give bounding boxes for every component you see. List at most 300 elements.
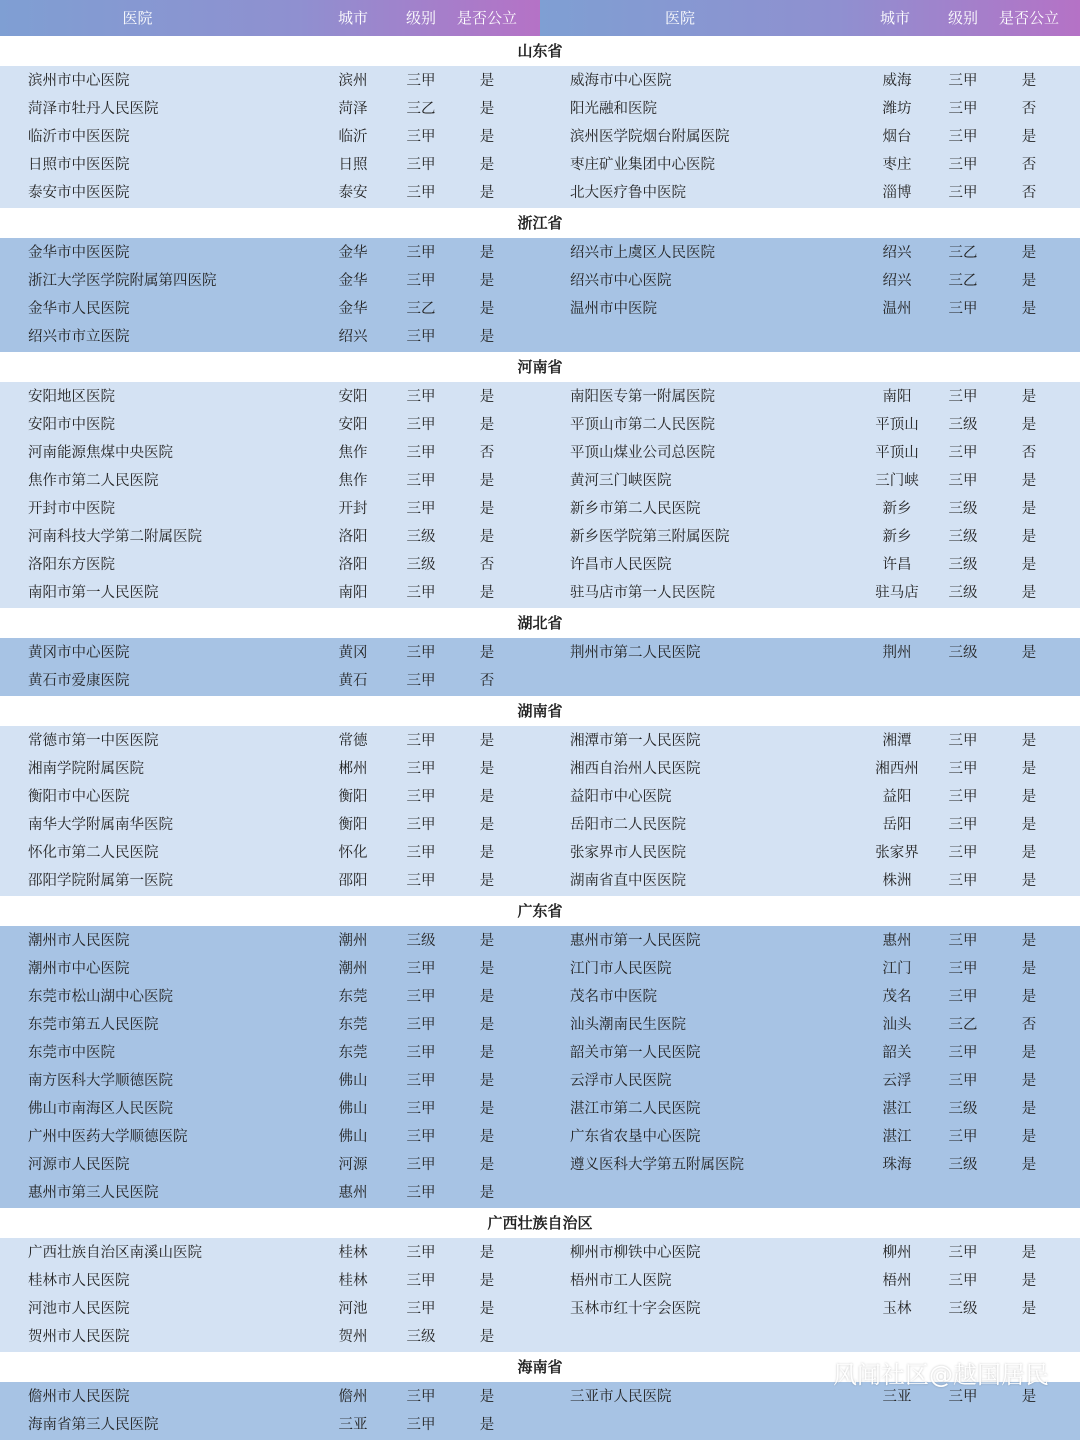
level: 三级: [948, 417, 978, 433]
province-block: [0, 382, 1080, 608]
header-right: [540, 0, 1080, 36]
city: 湛江: [882, 1101, 912, 1117]
hospital-name: 海南省第三人民医院: [28, 1417, 159, 1433]
level: 三甲: [948, 301, 978, 317]
is-public: 是: [1021, 389, 1037, 405]
city: 许昌: [882, 557, 912, 573]
city: 韶关: [882, 1045, 912, 1061]
hospital-name: 怀化市第二人民医院: [28, 845, 159, 861]
level: 三级: [948, 1157, 978, 1173]
hospital-name: 河源市人民医院: [28, 1157, 130, 1173]
city: 三门峡: [875, 473, 919, 489]
city: 益阳: [882, 789, 912, 805]
city: 邵阳: [338, 873, 368, 889]
hospital-name: 广州中医药大学顺德医院: [28, 1129, 188, 1145]
is-public: 是: [1021, 1245, 1037, 1261]
level: 三级: [948, 1101, 978, 1117]
watermark: 风闻社区@越国居民: [833, 1361, 1049, 1389]
province-block: [0, 1382, 1080, 1440]
city: 云浮: [882, 1073, 912, 1089]
is-public: 是: [479, 1129, 495, 1145]
level: 三甲: [948, 157, 978, 173]
level: 三甲: [406, 273, 436, 289]
city: 绍兴: [338, 329, 368, 345]
is-public: 是: [1021, 529, 1037, 545]
level: 三级: [948, 529, 978, 545]
level: 三甲: [948, 129, 978, 145]
is-public: 是: [1021, 585, 1037, 601]
is-public: 是: [1021, 873, 1037, 889]
hospital-name: 滨州市中心医院: [28, 73, 130, 89]
level: 三甲: [406, 585, 436, 601]
level: 三甲: [948, 1389, 978, 1405]
hospital-name: 广西壮族自治区南溪山医院: [28, 1245, 202, 1261]
table-row: [0, 1267, 1080, 1295]
level: 三乙: [406, 301, 436, 317]
level: 三甲: [406, 389, 436, 405]
city: 烟台: [882, 129, 912, 145]
is-public: 是: [479, 301, 495, 317]
is-public: 是: [1021, 301, 1037, 317]
table-row: [0, 639, 1080, 667]
city: 岳阳: [882, 817, 912, 833]
hospital-name: 菏泽市牡丹人民医院: [28, 101, 159, 117]
level: 三甲: [948, 733, 978, 749]
province-title: 浙江省: [0, 208, 1080, 238]
city: 温州: [882, 301, 912, 317]
city: 潍坊: [882, 101, 912, 117]
city: 日照: [338, 157, 368, 173]
table-header: [0, 0, 1080, 36]
table-row: [0, 323, 1080, 351]
header-hospital: 医院: [664, 9, 695, 27]
hospital-name: 浙江大学医学院附属第四医院: [28, 273, 217, 289]
province-title: 湖南省: [0, 696, 1080, 726]
hospital-name: 湖南省直中医医院: [570, 873, 686, 889]
hospital-name: 惠州市第三人民医院: [28, 1185, 159, 1201]
province-block: [0, 926, 1080, 1208]
hospital-name: 茂名市中医院: [570, 989, 657, 1005]
hospital-name: 河池市人民医院: [28, 1301, 130, 1317]
header-public: 是否公立: [998, 9, 1059, 27]
city: 佛山: [338, 1101, 368, 1117]
city: 金华: [338, 245, 368, 261]
table-row: [0, 783, 1080, 811]
city: 菏泽: [338, 101, 368, 117]
city: 河池: [338, 1301, 368, 1317]
is-public: 是: [479, 989, 495, 1005]
city: 金华: [338, 273, 368, 289]
is-public: 是: [1021, 817, 1037, 833]
level: 三甲: [948, 761, 978, 777]
is-public: 是: [1021, 733, 1037, 749]
is-public: 是: [479, 761, 495, 777]
city: 珠海: [882, 1157, 912, 1173]
city: 常德: [338, 733, 368, 749]
hospital-name: 金华市中医医院: [28, 245, 130, 261]
is-public: 是: [479, 529, 495, 545]
table-row: [0, 179, 1080, 207]
level: 三甲: [948, 1245, 978, 1261]
is-public: 是: [1021, 961, 1037, 977]
is-public: 是: [1021, 933, 1037, 949]
level: 三乙: [948, 273, 978, 289]
hospital-name: 驻马店市第一人民医院: [570, 585, 715, 601]
province-block: [0, 726, 1080, 896]
level: 三甲: [948, 389, 978, 405]
table-row: [0, 1039, 1080, 1067]
is-public: 是: [1021, 989, 1037, 1005]
city: 淄博: [882, 185, 912, 201]
table-row: [0, 927, 1080, 955]
hospital-name: 儋州市人民医院: [28, 1389, 130, 1405]
level: 三甲: [406, 245, 436, 261]
hospital-name: 衡阳市中心医院: [28, 789, 130, 805]
is-public: 是: [1021, 1045, 1037, 1061]
city: 湘西州: [875, 761, 919, 777]
table-row: [0, 1295, 1080, 1323]
city: 安阳: [338, 389, 368, 405]
level: 三甲: [406, 1273, 436, 1289]
is-public: 否: [479, 445, 495, 461]
city: 新乡: [882, 529, 912, 545]
level: 三甲: [948, 845, 978, 861]
city: 佛山: [338, 1073, 368, 1089]
is-public: 是: [1021, 1301, 1037, 1317]
hospital-name: 东莞市中医院: [28, 1045, 115, 1061]
is-public: 否: [1021, 157, 1037, 173]
level: 三甲: [406, 817, 436, 833]
table-row: [0, 67, 1080, 95]
hospital-name: 东莞市第五人民医院: [28, 1017, 159, 1033]
is-public: 是: [479, 1301, 495, 1317]
hospital-name: 河南能源焦煤中央医院: [28, 445, 173, 461]
level: 三甲: [948, 185, 978, 201]
hospital-name: 潮州市人民医院: [28, 933, 130, 949]
city: 衡阳: [338, 817, 368, 833]
city: 泰安: [338, 185, 368, 201]
hospital-name: 柳州市柳铁中心医院: [570, 1245, 701, 1261]
hospital-name: 开封市中医院: [28, 501, 115, 517]
is-public: 是: [1021, 273, 1037, 289]
is-public: 否: [479, 673, 495, 689]
hospital-name: 黄冈市中心医院: [28, 645, 130, 661]
hospital-name: 桂林市人民医院: [28, 1273, 130, 1289]
level: 三甲: [406, 845, 436, 861]
hospital-name: 黄河三门峡医院: [570, 473, 672, 489]
hospital-name: 潮州市中心医院: [28, 961, 130, 977]
table-row: [0, 495, 1080, 523]
hospital-name: 云浮市人民医院: [570, 1073, 672, 1089]
city: 郴州: [338, 761, 368, 777]
header-public: 是否公立: [456, 9, 517, 27]
province-block: [0, 66, 1080, 208]
city: 柳州: [882, 1245, 912, 1261]
is-public: 否: [1021, 445, 1037, 461]
level: 三级: [406, 529, 436, 545]
hospital-name: 焦作市第二人民医院: [28, 473, 159, 489]
hospital-name: 南华大学附属南华医院: [28, 817, 173, 833]
city: 三亚: [338, 1417, 368, 1433]
is-public: 是: [479, 961, 495, 977]
level: 三级: [948, 645, 978, 661]
is-public: 是: [479, 1417, 495, 1433]
hospital-name: 绍兴市上虞区人民医院: [570, 245, 715, 261]
hospital-name: 遵义医科大学第五附属医院: [570, 1157, 744, 1173]
is-public: 是: [479, 845, 495, 861]
is-public: 是: [479, 473, 495, 489]
hospital-name: 佛山市南海区人民医院: [28, 1101, 173, 1117]
table-row: [0, 867, 1080, 895]
table-row: [0, 1067, 1080, 1095]
is-public: 否: [1021, 185, 1037, 201]
table-row: [0, 523, 1080, 551]
level: 三甲: [948, 961, 978, 977]
level: 三甲: [406, 645, 436, 661]
city: 绍兴: [882, 273, 912, 289]
is-public: 是: [1021, 645, 1037, 661]
hospital-name: 枣庄矿业集团中心医院: [570, 157, 715, 173]
is-public: 是: [1021, 1073, 1037, 1089]
table-row: [0, 1095, 1080, 1123]
city: 荆州: [882, 645, 912, 661]
is-public: 是: [1021, 761, 1037, 777]
level: 三乙: [406, 101, 436, 117]
city: 湘潭: [882, 733, 912, 749]
hospital-name: 东莞市松山湖中心医院: [28, 989, 173, 1005]
is-public: 是: [479, 789, 495, 805]
city: 衡阳: [338, 789, 368, 805]
level: 三甲: [406, 1301, 436, 1317]
table-row: [0, 239, 1080, 267]
table-row: [0, 667, 1080, 695]
is-public: 是: [1021, 1273, 1037, 1289]
is-public: 是: [479, 1017, 495, 1033]
city: 江门: [882, 961, 912, 977]
table-row: [0, 1239, 1080, 1267]
hospital-name: 洛阳东方医院: [28, 557, 115, 573]
is-public: 是: [479, 73, 495, 89]
level: 三甲: [406, 473, 436, 489]
table-row: [0, 839, 1080, 867]
city: 威海: [882, 73, 912, 89]
city: 滨州: [338, 73, 368, 89]
city: 驻马店: [875, 585, 919, 601]
city: 玉林: [882, 1301, 912, 1317]
table-row: [0, 1123, 1080, 1151]
province-title: 广西壮族自治区: [0, 1208, 1080, 1238]
table-row: [0, 95, 1080, 123]
hospital-name: 玉林市红十字会医院: [570, 1301, 701, 1317]
hospital-name: 荆州市第二人民医院: [570, 645, 701, 661]
hospital-name: 黄石市爱康医院: [28, 673, 130, 689]
table-row: [0, 411, 1080, 439]
is-public: 是: [1021, 1157, 1037, 1173]
level: 三甲: [948, 445, 978, 461]
table-row: [0, 727, 1080, 755]
city: 南阳: [882, 389, 912, 405]
city: 东莞: [338, 1045, 368, 1061]
level: 三甲: [948, 989, 978, 1005]
level: 三甲: [406, 1017, 436, 1033]
level: 三甲: [406, 1073, 436, 1089]
table-row: [0, 295, 1080, 323]
city: 惠州: [882, 933, 912, 949]
city: 茂名: [882, 989, 912, 1005]
hospital-name: 滨州医学院烟台附属医院: [570, 129, 730, 145]
is-public: 是: [479, 501, 495, 517]
level: 三级: [406, 1329, 436, 1345]
level: 三甲: [406, 789, 436, 805]
table-row: [0, 579, 1080, 607]
table-row: [0, 983, 1080, 1011]
city: 开封: [338, 501, 368, 517]
header-hospital: 医院: [122, 9, 153, 27]
level: 三乙: [948, 1017, 978, 1033]
hospital-name: 常德市第一中医医院: [28, 733, 159, 749]
hospital-name: 新乡医学院第三附属医院: [570, 529, 730, 545]
table-row: [0, 439, 1080, 467]
is-public: 是: [1021, 245, 1037, 261]
level: 三甲: [406, 501, 436, 517]
table-row: [0, 123, 1080, 151]
is-public: 是: [1021, 501, 1037, 517]
city: 洛阳: [338, 557, 368, 573]
city: 金华: [338, 301, 368, 317]
province-title: 广东省: [0, 896, 1080, 926]
table-row: [0, 467, 1080, 495]
hospital-name: 南阳市第一人民医院: [28, 585, 159, 601]
city: 枣庄: [882, 157, 912, 173]
city: 三亚: [882, 1389, 912, 1405]
table-row: [0, 551, 1080, 579]
hospital-name: 邵阳学院附属第一医院: [28, 873, 173, 889]
level: 三级: [948, 1301, 978, 1317]
level: 三级: [948, 501, 978, 517]
level: 三甲: [406, 989, 436, 1005]
is-public: 是: [479, 1073, 495, 1089]
is-public: 是: [479, 129, 495, 145]
city: 佛山: [338, 1129, 368, 1145]
hospital-name: 许昌市人民医院: [570, 557, 672, 573]
level: 三甲: [948, 1273, 978, 1289]
is-public: 是: [479, 389, 495, 405]
city: 绍兴: [882, 245, 912, 261]
is-public: 是: [479, 873, 495, 889]
is-public: 是: [479, 817, 495, 833]
hospital-name: 南方医科大学顺德医院: [28, 1073, 173, 1089]
hospital-name: 梧州市工人医院: [570, 1273, 672, 1289]
level: 三甲: [948, 817, 978, 833]
city: 黄石: [338, 673, 368, 689]
level: 三甲: [406, 445, 436, 461]
city: 临沂: [338, 129, 368, 145]
is-public: 是: [479, 933, 495, 949]
level: 三甲: [406, 329, 436, 345]
hospital-name: 江门市人民医院: [570, 961, 672, 977]
table-row: [0, 267, 1080, 295]
is-public: 否: [1021, 101, 1037, 117]
hospital-name: 日照市中医医院: [28, 157, 130, 173]
city: 怀化: [338, 845, 368, 861]
level: 三级: [406, 557, 436, 573]
level: 三甲: [406, 1417, 436, 1433]
city: 张家界: [875, 845, 919, 861]
is-public: 是: [479, 185, 495, 201]
table-row: [0, 1151, 1080, 1179]
is-public: 是: [1021, 129, 1037, 145]
header-level: 级别: [947, 9, 978, 27]
city: 贺州: [338, 1329, 368, 1345]
city: 潮州: [338, 933, 368, 949]
table-row: [0, 811, 1080, 839]
header-city: 城市: [879, 9, 910, 27]
is-public: 是: [479, 1157, 495, 1173]
hospital-name: 张家界市人民医院: [570, 845, 686, 861]
is-public: 是: [479, 329, 495, 345]
level: 三甲: [406, 1045, 436, 1061]
level: 三甲: [948, 1129, 978, 1145]
level: 三甲: [406, 1389, 436, 1405]
hospital-name: 阳光融和医院: [570, 101, 657, 117]
province-title: 海南省: [0, 1352, 1080, 1382]
hospital-name: 惠州市第一人民医院: [570, 933, 701, 949]
hospital-name: 贺州市人民医院: [28, 1329, 130, 1345]
city: 洛阳: [338, 529, 368, 545]
is-public: 是: [1021, 1101, 1037, 1117]
is-public: 是: [1021, 473, 1037, 489]
hospital-name: 安阳地区医院: [28, 389, 115, 405]
is-public: 是: [1021, 789, 1037, 805]
table-row: [0, 1179, 1080, 1207]
hospital-name: 泰安市中医医院: [28, 185, 130, 201]
hospital-name: 平顶山市第二人民医院: [570, 417, 715, 433]
city: 南阳: [338, 585, 368, 601]
city: 株洲: [882, 873, 912, 889]
level: 三甲: [406, 417, 436, 433]
hospital-name: 平顶山煤业公司总医院: [570, 445, 715, 461]
level: 三甲: [406, 673, 436, 689]
hospital-name: 汕头潮南民生医院: [570, 1017, 686, 1033]
level: 三甲: [406, 73, 436, 89]
level: 三甲: [406, 1185, 436, 1201]
city: 东莞: [338, 989, 368, 1005]
table-row: [0, 383, 1080, 411]
level: 三甲: [406, 761, 436, 777]
hospital-name: 金华市人民医院: [28, 301, 130, 317]
is-public: 是: [479, 245, 495, 261]
is-public: 是: [1021, 557, 1037, 573]
is-public: 是: [479, 157, 495, 173]
level: 三甲: [948, 1073, 978, 1089]
is-public: 是: [479, 1185, 495, 1201]
province-title: 湖北省: [0, 608, 1080, 638]
province-title: 山东省: [0, 36, 1080, 66]
hospital-name: 新乡市第二人民医院: [570, 501, 701, 517]
city: 平顶山: [875, 417, 919, 433]
level: 三甲: [406, 157, 436, 173]
city: 潮州: [338, 961, 368, 977]
header-city: 城市: [337, 9, 368, 27]
city: 梧州: [882, 1273, 912, 1289]
header-level: 级别: [405, 9, 436, 27]
level: 三甲: [948, 1045, 978, 1061]
level: 三甲: [406, 961, 436, 977]
level: 三甲: [948, 101, 978, 117]
city: 惠州: [338, 1185, 368, 1201]
is-public: 是: [479, 585, 495, 601]
hospital-name: 韶关市第一人民医院: [570, 1045, 701, 1061]
